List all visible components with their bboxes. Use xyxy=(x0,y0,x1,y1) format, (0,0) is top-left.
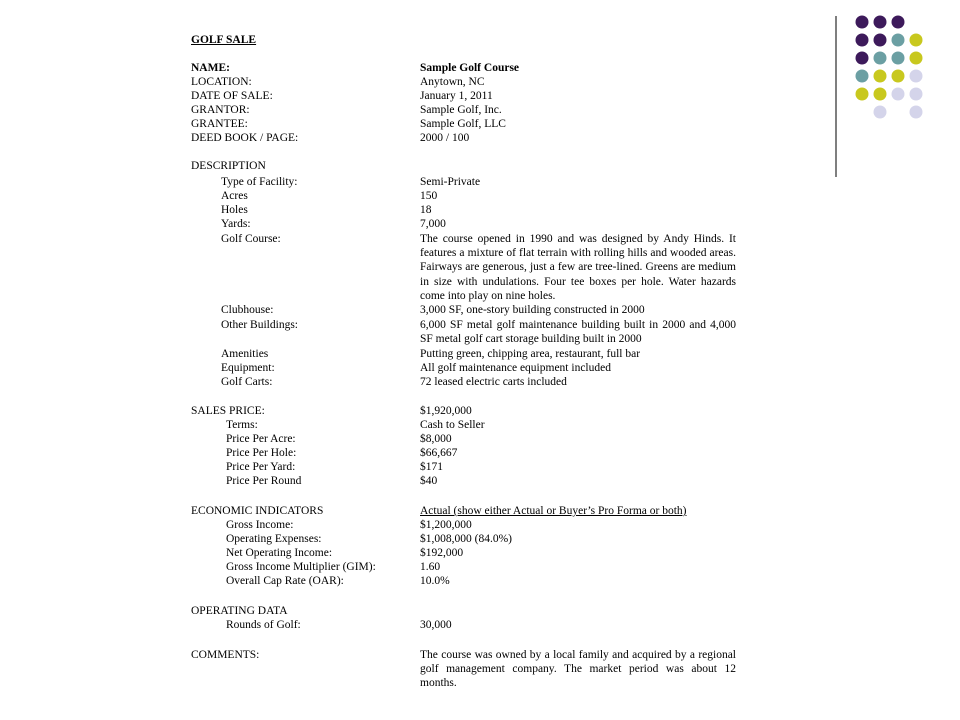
field-value: Anytown, NC xyxy=(420,76,485,88)
decorative-dot xyxy=(874,52,887,65)
field-row-deed xyxy=(0,131,760,145)
dot-grid xyxy=(856,16,923,119)
field-value: $66,667 xyxy=(420,447,458,459)
decorative-dot xyxy=(856,34,869,47)
field-label: Net Operating Income: xyxy=(226,547,333,559)
field-label: Equipment: xyxy=(221,362,275,374)
field-label: Price Per Acre: xyxy=(226,433,296,445)
field-row-gim xyxy=(0,560,760,574)
field-label: Golf Carts: xyxy=(221,376,273,388)
decorative-dot xyxy=(892,16,905,29)
other-buildings-description: 6,000 SF metal golf maintenance building built in 2000 and 4,000 SF metal golf cart storage building built in 2000 xyxy=(420,319,736,346)
decorative-dot xyxy=(892,88,905,101)
decorative-dot xyxy=(874,88,887,101)
field-row-holes xyxy=(0,203,760,217)
field-row-amenities xyxy=(0,347,760,361)
field-value: 150 xyxy=(420,190,438,202)
section-heading-description: DESCRIPTION xyxy=(191,160,266,172)
field-label: LOCATION: xyxy=(191,76,252,88)
section-heading-economic: ECONOMIC INDICATORS xyxy=(191,505,324,517)
section-heading-comments: COMMENTS: xyxy=(191,649,260,661)
field-label: NAME: xyxy=(191,62,230,74)
decorative-dot xyxy=(874,106,887,119)
field-label: DEED BOOK / PAGE: xyxy=(191,132,299,144)
field-value: 2000 / 100 xyxy=(420,132,470,144)
field-value: 72 leased electric carts included xyxy=(420,376,567,388)
decorative-dot xyxy=(856,52,869,65)
decorative-dot xyxy=(910,88,923,101)
field-value: $40 xyxy=(420,475,438,487)
field-label: Price Per Hole: xyxy=(226,447,297,459)
field-label: Terms: xyxy=(226,419,258,431)
field-row-operating-expenses xyxy=(0,532,760,546)
field-row-clubhouse xyxy=(0,303,760,317)
field-label: Gross Income Multiplier (GIM): xyxy=(226,561,376,573)
field-label: Gross Income: xyxy=(226,519,294,531)
field-value: Cash to Seller xyxy=(420,419,485,431)
field-value: 10.0% xyxy=(420,575,450,587)
field-label: DATE OF SALE: xyxy=(191,90,273,102)
field-row-golf-carts xyxy=(0,375,760,389)
field-value: 30,000 xyxy=(420,619,452,631)
comments-text: The course was owned by a local family and acquired by a regional golf management company. The market period was about 12 months. xyxy=(420,649,736,690)
field-value: $1,008,000 (84.0%) xyxy=(420,533,512,545)
field-label: Clubhouse: xyxy=(221,304,274,316)
field-value: Sample Golf, Inc. xyxy=(420,104,502,116)
field-value: 18 xyxy=(420,204,432,216)
field-label: Operating Expenses: xyxy=(226,533,322,545)
field-value: $1,200,000 xyxy=(420,519,472,531)
field-label: Type of Facility: xyxy=(221,176,298,188)
field-row-price-per-round xyxy=(0,474,760,488)
decorative-dot xyxy=(874,70,887,83)
field-label: Overall Cap Rate (OAR): xyxy=(226,575,344,587)
field-value: Sample Golf, LLC xyxy=(420,118,506,130)
field-row-price-per-hole xyxy=(0,446,760,460)
field-value: January 1, 2011 xyxy=(420,90,493,102)
field-row-grantor xyxy=(0,103,760,117)
field-row-equipment xyxy=(0,361,760,375)
field-row-oar xyxy=(0,574,760,588)
field-row-date xyxy=(0,89,760,103)
economic-basis-note: Actual (show either Actual or Buyer’s Pro Forma or both) xyxy=(420,505,687,517)
decorative-dot xyxy=(910,34,923,47)
field-label-golf-course: Golf Course: xyxy=(221,233,281,245)
field-value: All golf maintenance equipment included xyxy=(420,362,611,374)
field-row-sales-price xyxy=(0,404,760,418)
decorative-dot xyxy=(910,52,923,65)
decorative-dot xyxy=(874,16,887,29)
decorative-dot xyxy=(856,16,869,29)
field-row-price-per-yard xyxy=(0,460,760,474)
decorative-dot xyxy=(856,88,869,101)
field-label: Acres xyxy=(221,190,248,202)
field-row-price-per-acre xyxy=(0,432,760,446)
section-heading-operating: OPERATING DATA xyxy=(191,605,288,617)
decorative-dot xyxy=(892,70,905,83)
decorative-dot xyxy=(874,34,887,47)
field-row-acres xyxy=(0,189,760,203)
decorative-dot xyxy=(910,70,923,83)
golf-course-description: The course opened in 1990 and was designed by Andy Hinds. It features a mixture of flat terrain with rolling hills and wooded areas. Fairways are generous, just a few are tree-lined. Greens are medium in size with undulations. Four tee boxes per hole. Water hazards come into play on nine holes. xyxy=(420,233,736,302)
field-value: $1,920,000 xyxy=(420,405,472,417)
field-row-economic-heading xyxy=(0,504,760,518)
decorative-dot xyxy=(856,70,869,83)
field-label-other-buildings: Other Buildings: xyxy=(221,319,298,331)
doc-title: GOLF SALE xyxy=(191,34,257,46)
field-value: Putting green, chipping area, restaurant, full bar xyxy=(420,348,641,360)
field-value: Sample Golf Course xyxy=(420,62,520,74)
field-row-rounds xyxy=(0,618,760,632)
field-row-gross-income xyxy=(0,518,760,532)
field-value: $171 xyxy=(420,461,443,473)
field-label: Rounds of Golf: xyxy=(226,619,301,631)
field-label: Price Per Round xyxy=(226,475,302,487)
decorative-dot xyxy=(892,34,905,47)
field-value: $192,000 xyxy=(420,547,464,559)
field-value: 7,000 xyxy=(420,218,446,230)
field-row-location xyxy=(0,75,760,89)
decorative-dot xyxy=(892,52,905,65)
field-row-type xyxy=(0,175,760,189)
field-row-terms xyxy=(0,418,760,432)
field-row-noi xyxy=(0,546,760,560)
field-value: Semi-Private xyxy=(420,176,481,188)
field-label: Yards: xyxy=(221,218,251,230)
field-label: Holes xyxy=(221,204,248,216)
field-label: Price Per Yard: xyxy=(226,461,296,473)
field-value: $8,000 xyxy=(420,433,452,445)
field-row-yards xyxy=(0,217,760,231)
field-row-grantee xyxy=(0,117,760,131)
section-heading-sales-price: SALES PRICE: xyxy=(191,405,265,417)
field-label: Amenities xyxy=(221,348,269,360)
field-label: GRANTOR: xyxy=(191,104,250,116)
field-value: 3,000 SF, one-story building constructed in 2000 xyxy=(420,304,645,316)
field-label: GRANTEE: xyxy=(191,118,248,130)
field-row-name xyxy=(0,61,760,75)
field-value: 1.60 xyxy=(420,561,441,573)
decorative-dot xyxy=(910,106,923,119)
